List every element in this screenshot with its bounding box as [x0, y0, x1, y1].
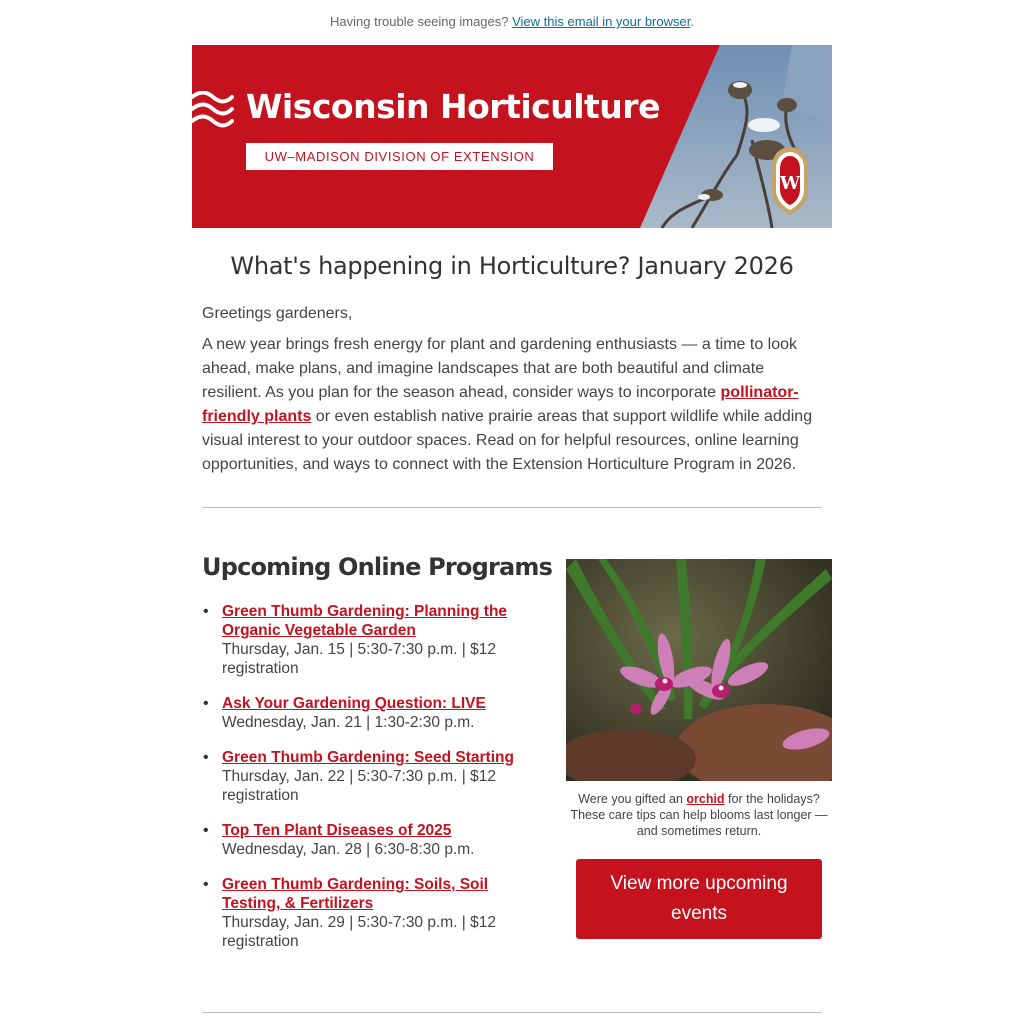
bottom-divider: [202, 1012, 822, 1013]
list-item: [202, 821, 536, 859]
section-title: Upcoming Online Programs: [202, 553, 553, 581]
program-detail: Thursday, Jan. 15 | 5:30-7:30 p.m. | $12 registration: [222, 641, 497, 677]
brand-wordmark: Wisconsin Horticulture: [246, 87, 660, 126]
program-link[interactable]: • Ask Your Gardening Question: LIVE: [222, 695, 486, 712]
preheader: [0, 14, 1024, 29]
pollinator-plants-link[interactable]: pollinator-friendly plants: [202, 384, 799, 425]
program-link[interactable]: • Green Thumb Gardening: Soils, Soil Testing, & Fertilizers: [222, 876, 489, 912]
intro-text-end: or even establish native prairie areas that support wildlife while adding visual interest to your outdoor spaces. Read on for helpful resources, online learning opportunities, and ways to connect with the Extension Horticulture Program in 2026.: [202, 408, 813, 473]
newsletter-headline: What's happening in Horticulture? January 2026: [230, 252, 794, 280]
program-detail: Wednesday, Jan. 28 | 6:30-8:30 p.m.: [222, 841, 475, 858]
crest-letter: W: [779, 173, 801, 194]
program-detail: Thursday, Jan. 22 | 5:30-7:30 p.m. | $12 registration: [222, 768, 497, 804]
section-divider: [202, 507, 822, 508]
orchid-photo: [566, 559, 832, 781]
program-link[interactable]: • Green Thumb Gardening: Seed Starting: [222, 749, 514, 766]
uw-crest-icon: [768, 145, 812, 217]
program-link[interactable]: • Top Ten Plant Diseases of 2025: [222, 822, 452, 839]
photo-caption: [566, 791, 832, 839]
list-item: [202, 875, 536, 951]
program-link[interactable]: • Green Thumb Gardening: Planning the Organic Vegetable Garden: [222, 603, 508, 639]
orchid-link[interactable]: orchid: [686, 792, 725, 806]
list-item: [202, 748, 536, 805]
view-more-events-button[interactable]: View more upcoming events: [576, 859, 822, 939]
program-detail: Wednesday, Jan. 21 | 1:30-2:30 p.m.: [222, 714, 475, 731]
view-in-browser-link[interactable]: View this email in your browser: [512, 14, 691, 29]
preheader-text: Having trouble seeing images?: [330, 14, 509, 29]
greeting: Greetings gardeners,: [202, 305, 353, 322]
program-detail: Thursday, Jan. 29 | 5:30-7:30 p.m. | $12 registration: [222, 914, 497, 950]
division-label: UW–MADISON DIVISION OF EXTENSION: [246, 143, 553, 170]
list-item: [202, 602, 536, 678]
intro-paragraph: [202, 333, 824, 477]
list-item: [202, 694, 536, 732]
wave-logo-icon: [192, 91, 234, 131]
intro-text-start: A new year brings fresh energy for plant and gardening enthusiasts — a time to look ahead, make plans, and imagine landscapes that are both beautiful and climate resilient. As you plan for the season ahead, consider ways to incorporate: [202, 336, 798, 401]
caption-text-end: for the holidays? These care tips can help blooms last longer — and sometimes return.: [570, 792, 828, 838]
program-list: [202, 602, 536, 967]
orchid-image: [566, 559, 832, 781]
banner-photo: [192, 45, 832, 228]
header-banner: [192, 45, 832, 228]
caption-text-start: Were you gifted an: [578, 792, 687, 806]
preheader-suffix: .: [690, 14, 694, 29]
